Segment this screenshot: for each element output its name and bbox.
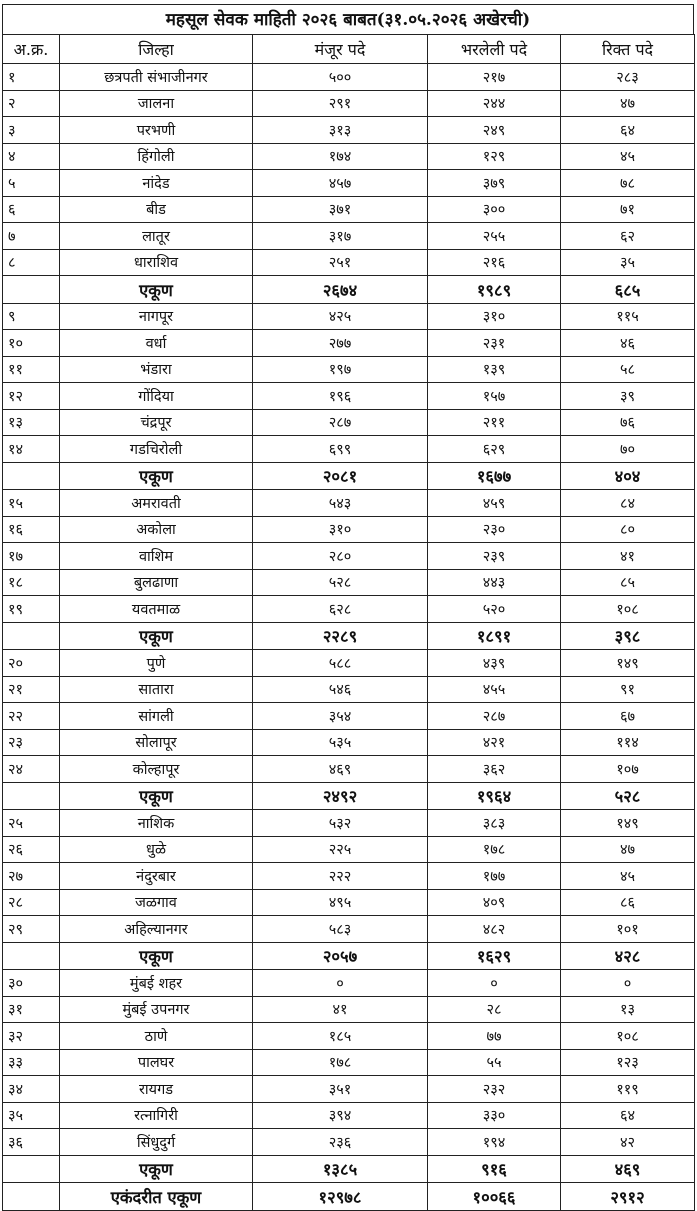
cell-sanctioned: ३१७ xyxy=(253,223,428,250)
table-row xyxy=(3,836,695,863)
cell-serial: ८ xyxy=(3,249,60,276)
cell-district: मुंबई उपनगर xyxy=(60,996,253,1023)
subtotal-row xyxy=(3,276,695,304)
cell-sanctioned: १३८५ xyxy=(253,1155,428,1183)
cell-filled: ३३० xyxy=(428,1102,561,1129)
cell-district: ठाणे xyxy=(60,1023,253,1050)
cell-sanctioned: ५८३ xyxy=(253,916,428,943)
cell-sanctioned: २२५ xyxy=(253,836,428,863)
cell-district: परभणी xyxy=(60,117,253,144)
cell-serial: १४ xyxy=(3,436,60,463)
cell-sanctioned: १८५ xyxy=(253,1023,428,1050)
cell-sanctioned: २४९२ xyxy=(253,782,428,810)
cell-serial: १७ xyxy=(3,543,60,570)
cell-district: कोल्हापूर xyxy=(60,756,253,783)
table-row xyxy=(3,1129,695,1156)
cell-sanctioned: ६२८ xyxy=(253,596,428,623)
cell-serial: २९ xyxy=(3,916,60,943)
cell-serial: ३३ xyxy=(3,1049,60,1076)
cell-serial: ३४ xyxy=(3,1076,60,1103)
cell-vacant: ४२८ xyxy=(561,942,695,970)
header-serial: अ.क्र. xyxy=(3,35,60,64)
cell-sanctioned: ६९९ xyxy=(253,436,428,463)
table-row xyxy=(3,729,695,756)
cell-vacant: ५२८ xyxy=(561,782,695,810)
cell-sanctioned: १९६ xyxy=(253,383,428,410)
cell-district: अहिल्यानगर xyxy=(60,916,253,943)
cell-sanctioned: ५८८ xyxy=(253,650,428,677)
cell-district: नाशिक xyxy=(60,810,253,837)
cell-sanctioned: १९७ xyxy=(253,356,428,383)
cell-sanctioned: ३९४ xyxy=(253,1102,428,1129)
cell-serial xyxy=(3,1155,60,1183)
cell-serial: २३ xyxy=(3,729,60,756)
cell-filled: ४४३ xyxy=(428,569,561,596)
cell-district: पालघर xyxy=(60,1049,253,1076)
cell-vacant: ८५ xyxy=(561,569,695,596)
table-row xyxy=(3,143,695,170)
header-sanctioned: मंजूर पदे xyxy=(253,35,428,64)
cell-sanctioned: ४१ xyxy=(253,996,428,1023)
table-row xyxy=(3,676,695,703)
cell-serial: २४ xyxy=(3,756,60,783)
cell-filled: ३१० xyxy=(428,303,561,330)
cell-serial: ३ xyxy=(3,117,60,144)
cell-district: चंद्रपूर xyxy=(60,409,253,436)
table-row xyxy=(3,356,695,383)
grand-total-label: एकंदरीत एकूण xyxy=(60,1183,253,1211)
cell-sanctioned: २९१ xyxy=(253,90,428,117)
cell-district: मुंबई शहर xyxy=(60,970,253,997)
table-row xyxy=(3,543,695,570)
cell-serial: १८ xyxy=(3,569,60,596)
cell-filled: २१७ xyxy=(428,64,561,91)
cell-district: एकूण xyxy=(60,1155,253,1183)
cell-district: नागपूर xyxy=(60,303,253,330)
cell-vacant: ३५ xyxy=(561,249,695,276)
cell-vacant: १०८ xyxy=(561,596,695,623)
cell-sanctioned: ५४३ xyxy=(253,490,428,517)
cell-sanctioned: २०५७ xyxy=(253,942,428,970)
table-row xyxy=(3,596,695,623)
cell-serial: १५ xyxy=(3,490,60,517)
cell-district: अकोला xyxy=(60,516,253,543)
cell-serial: ६ xyxy=(3,196,60,223)
cell-filled: १३९ xyxy=(428,356,561,383)
cell-serial: २ xyxy=(3,90,60,117)
cell-filled: ३०० xyxy=(428,196,561,223)
table-row xyxy=(3,569,695,596)
table-row xyxy=(3,303,695,330)
cell-filled: ४०९ xyxy=(428,889,561,916)
cell-serial: १९ xyxy=(3,596,60,623)
cell-serial: १६ xyxy=(3,516,60,543)
cell-serial xyxy=(3,622,60,650)
cell-vacant: ७० xyxy=(561,436,695,463)
cell-serial: १० xyxy=(3,330,60,357)
cell-filled: २३९ xyxy=(428,543,561,570)
cell-filled: १६२९ xyxy=(428,942,561,970)
cell-sanctioned: ३५४ xyxy=(253,703,428,730)
cell-sanctioned: ५०० xyxy=(253,64,428,91)
cell-serial: २२ xyxy=(3,703,60,730)
subtotal-row xyxy=(3,622,695,650)
cell-vacant: ६७ xyxy=(561,703,695,730)
cell-serial: १ xyxy=(3,64,60,91)
grand-total-sanctioned: १२९७८ xyxy=(253,1183,428,1211)
cell-district: अमरावती xyxy=(60,490,253,517)
cell-filled: ५२० xyxy=(428,596,561,623)
cell-district: सोलापूर xyxy=(60,729,253,756)
cell-filled: २८ xyxy=(428,996,561,1023)
cell-filled: ४५९ xyxy=(428,490,561,517)
cell-vacant: १०१ xyxy=(561,916,695,943)
cell-serial: ३२ xyxy=(3,1023,60,1050)
cell-filled: ० xyxy=(428,970,561,997)
cell-district: वर्धा xyxy=(60,330,253,357)
table-row xyxy=(3,330,695,357)
cell-filled: ७७ xyxy=(428,1023,561,1050)
cell-serial: १२ xyxy=(3,383,60,410)
table-row xyxy=(3,223,695,250)
cell-district: भंडारा xyxy=(60,356,253,383)
cell-sanctioned: ३१३ xyxy=(253,117,428,144)
cell-sanctioned: २६७४ xyxy=(253,276,428,304)
cell-vacant: ५८ xyxy=(561,356,695,383)
cell-vacant: ६४ xyxy=(561,117,695,144)
cell-district: वाशिम xyxy=(60,543,253,570)
cell-filled: ३६२ xyxy=(428,756,561,783)
cell-vacant: ४७ xyxy=(561,90,695,117)
cell-serial: २१ xyxy=(3,676,60,703)
cell-vacant: २८३ xyxy=(561,64,695,91)
cell-filled: १५७ xyxy=(428,383,561,410)
table-row xyxy=(3,436,695,463)
table-row xyxy=(3,249,695,276)
document-title: महसूल सेवक माहिती २०२६ बाबत(३१.०५.२०२६ अखेरची) xyxy=(2,4,694,34)
cell-district: एकूण xyxy=(60,622,253,650)
cell-vacant: १४९ xyxy=(561,650,695,677)
cell-filled: २३२ xyxy=(428,1076,561,1103)
subtotal-row xyxy=(3,782,695,810)
cell-district: बुलढाणा xyxy=(60,569,253,596)
cell-sanctioned: २८७ xyxy=(253,409,428,436)
cell-district: रायगड xyxy=(60,1076,253,1103)
cell-serial: ३६ xyxy=(3,1129,60,1156)
cell-vacant: ४५ xyxy=(561,863,695,890)
cell-filled: २८७ xyxy=(428,703,561,730)
cell-vacant: ७८ xyxy=(561,170,695,197)
cell-sanctioned: ४६९ xyxy=(253,756,428,783)
table-row xyxy=(3,90,695,117)
cell-sanctioned: ५२८ xyxy=(253,569,428,596)
cell-vacant: ६८५ xyxy=(561,276,695,304)
cell-filled: ४३९ xyxy=(428,650,561,677)
cell-district: पुणे xyxy=(60,650,253,677)
cell-district: एकूण xyxy=(60,276,253,304)
cell-sanctioned: ५३५ xyxy=(253,729,428,756)
cell-serial xyxy=(3,782,60,810)
cell-filled: १८९१ xyxy=(428,622,561,650)
cell-sanctioned: ३१० xyxy=(253,516,428,543)
cell-sanctioned: २५१ xyxy=(253,249,428,276)
cell-serial: ४ xyxy=(3,143,60,170)
table-row xyxy=(3,383,695,410)
cell-vacant: १४९ xyxy=(561,810,695,837)
cell-vacant: ८६ xyxy=(561,889,695,916)
cell-sanctioned: १७४ xyxy=(253,143,428,170)
cell-district: नांदेड xyxy=(60,170,253,197)
cell-serial: २७ xyxy=(3,863,60,890)
table-body xyxy=(3,64,695,1183)
cell-serial: ९ xyxy=(3,303,60,330)
cell-sanctioned: १७८ xyxy=(253,1049,428,1076)
cell-filled: १७८ xyxy=(428,836,561,863)
cell-sanctioned: ३५१ xyxy=(253,1076,428,1103)
cell-filled: ३८३ xyxy=(428,810,561,837)
cell-district: एकूण xyxy=(60,782,253,810)
table-row xyxy=(3,64,695,91)
cell-vacant: ४१ xyxy=(561,543,695,570)
cell-filled: २११ xyxy=(428,409,561,436)
cell-district: गोंदिया xyxy=(60,383,253,410)
header-filled: भरलेली पदे xyxy=(428,35,561,64)
cell-district: सातारा xyxy=(60,676,253,703)
cell-vacant: ४७ xyxy=(561,836,695,863)
cell-serial: २० xyxy=(3,650,60,677)
table-row xyxy=(3,1102,695,1129)
table-row xyxy=(3,996,695,1023)
cell-filled: २४४ xyxy=(428,90,561,117)
cell-vacant: ६२ xyxy=(561,223,695,250)
cell-vacant: ४६ xyxy=(561,330,695,357)
subtotal-row xyxy=(3,942,695,970)
cell-vacant: ४६९ xyxy=(561,1155,695,1183)
table-row xyxy=(3,810,695,837)
subtotal-row xyxy=(3,1155,695,1183)
table-row xyxy=(3,516,695,543)
cell-district: एकूण xyxy=(60,462,253,490)
cell-vacant: ७६ xyxy=(561,409,695,436)
cell-sanctioned: २७७ xyxy=(253,330,428,357)
cell-filled: ५५ xyxy=(428,1049,561,1076)
cell-serial: २६ xyxy=(3,836,60,863)
cell-serial xyxy=(3,276,60,304)
cell-sanctioned: ४५७ xyxy=(253,170,428,197)
cell-district: जालना xyxy=(60,90,253,117)
cell-filled: १९८९ xyxy=(428,276,561,304)
cell-vacant: ४५ xyxy=(561,143,695,170)
grand-total-row xyxy=(3,1183,695,1211)
table-row xyxy=(3,970,695,997)
table-row xyxy=(3,1049,695,1076)
cell-district: गडचिरोली xyxy=(60,436,253,463)
cell-filled: ४२१ xyxy=(428,729,561,756)
subtotal-row xyxy=(3,462,695,490)
cell-vacant: १३ xyxy=(561,996,695,1023)
cell-vacant: ११४ xyxy=(561,729,695,756)
cell-sanctioned: २८० xyxy=(253,543,428,570)
cell-serial: ३५ xyxy=(3,1102,60,1129)
cell-vacant: ० xyxy=(561,970,695,997)
table-row xyxy=(3,756,695,783)
cell-district: धाराशिव xyxy=(60,249,253,276)
cell-filled: १२९ xyxy=(428,143,561,170)
cell-filled: २१६ xyxy=(428,249,561,276)
cell-vacant: ३९ xyxy=(561,383,695,410)
cell-sanctioned: ५३२ xyxy=(253,810,428,837)
cell-vacant: ११५ xyxy=(561,303,695,330)
cell-vacant: ४२ xyxy=(561,1129,695,1156)
table-row xyxy=(3,1023,695,1050)
cell-sanctioned: ३७१ xyxy=(253,196,428,223)
cell-serial: २५ xyxy=(3,810,60,837)
table-row xyxy=(3,889,695,916)
table-row xyxy=(3,409,695,436)
cell-serial: २८ xyxy=(3,889,60,916)
cell-vacant: ६४ xyxy=(561,1102,695,1129)
cell-district: नंदुरबार xyxy=(60,863,253,890)
table-row xyxy=(3,117,695,144)
cell-district: रत्नागिरी xyxy=(60,1102,253,1129)
table-row xyxy=(3,650,695,677)
cell-district: लातूर xyxy=(60,223,253,250)
header-vacant: रिक्त पदे xyxy=(561,35,695,64)
table-row xyxy=(3,916,695,943)
cell-serial: ३० xyxy=(3,970,60,997)
cell-filled: ९१६ xyxy=(428,1155,561,1183)
cell-vacant: ८० xyxy=(561,516,695,543)
table-row xyxy=(3,703,695,730)
cell-serial: ११ xyxy=(3,356,60,383)
grand-total-serial xyxy=(3,1183,60,1211)
cell-filled: २३१ xyxy=(428,330,561,357)
table-row xyxy=(3,490,695,517)
cell-sanctioned: ० xyxy=(253,970,428,997)
cell-sanctioned: ५४६ xyxy=(253,676,428,703)
cell-serial xyxy=(3,942,60,970)
cell-sanctioned: २३६ xyxy=(253,1129,428,1156)
cell-filled: २३० xyxy=(428,516,561,543)
cell-sanctioned: २२२ xyxy=(253,863,428,890)
cell-sanctioned: ४९५ xyxy=(253,889,428,916)
revenue-servant-table xyxy=(2,34,695,1211)
table-row xyxy=(3,196,695,223)
cell-serial: ७ xyxy=(3,223,60,250)
cell-district: यवतमाळ xyxy=(60,596,253,623)
cell-vacant: ९१ xyxy=(561,676,695,703)
table-row xyxy=(3,170,695,197)
cell-district: हिंगोली xyxy=(60,143,253,170)
cell-district: जळगाव xyxy=(60,889,253,916)
cell-vacant: ४०४ xyxy=(561,462,695,490)
cell-filled: १६७७ xyxy=(428,462,561,490)
cell-vacant: ३९८ xyxy=(561,622,695,650)
cell-sanctioned: ४२५ xyxy=(253,303,428,330)
grand-total-vacant: २९१२ xyxy=(561,1183,695,1211)
cell-filled: ६२९ xyxy=(428,436,561,463)
cell-filled: १९४ xyxy=(428,1129,561,1156)
cell-filled: ४८२ xyxy=(428,916,561,943)
cell-district: छत्रपती संभाजीनगर xyxy=(60,64,253,91)
cell-district: एकूण xyxy=(60,942,253,970)
cell-filled: ३७९ xyxy=(428,170,561,197)
cell-district: सिंधुदुर्ग xyxy=(60,1129,253,1156)
cell-sanctioned: २०८१ xyxy=(253,462,428,490)
cell-vacant: १०७ xyxy=(561,756,695,783)
cell-filled: १७७ xyxy=(428,863,561,890)
cell-vacant: १२३ xyxy=(561,1049,695,1076)
cell-district: सांगली xyxy=(60,703,253,730)
table-row xyxy=(3,1076,695,1103)
cell-serial: १३ xyxy=(3,409,60,436)
cell-district: बीड xyxy=(60,196,253,223)
cell-sanctioned: २२८९ xyxy=(253,622,428,650)
header-district: जिल्हा xyxy=(60,35,253,64)
cell-filled: ४५५ xyxy=(428,676,561,703)
table-header-row xyxy=(3,35,695,64)
cell-vacant: ८४ xyxy=(561,490,695,517)
cell-serial: ३१ xyxy=(3,996,60,1023)
cell-serial: ५ xyxy=(3,170,60,197)
table-row xyxy=(3,863,695,890)
cell-filled: १९६४ xyxy=(428,782,561,810)
cell-filled: २४९ xyxy=(428,117,561,144)
cell-vacant: ११९ xyxy=(561,1076,695,1103)
cell-filled: २५५ xyxy=(428,223,561,250)
cell-vacant: १०८ xyxy=(561,1023,695,1050)
cell-vacant: ७१ xyxy=(561,196,695,223)
grand-total-filled: १००६६ xyxy=(428,1183,561,1211)
cell-district: धुळे xyxy=(60,836,253,863)
cell-serial xyxy=(3,462,60,490)
